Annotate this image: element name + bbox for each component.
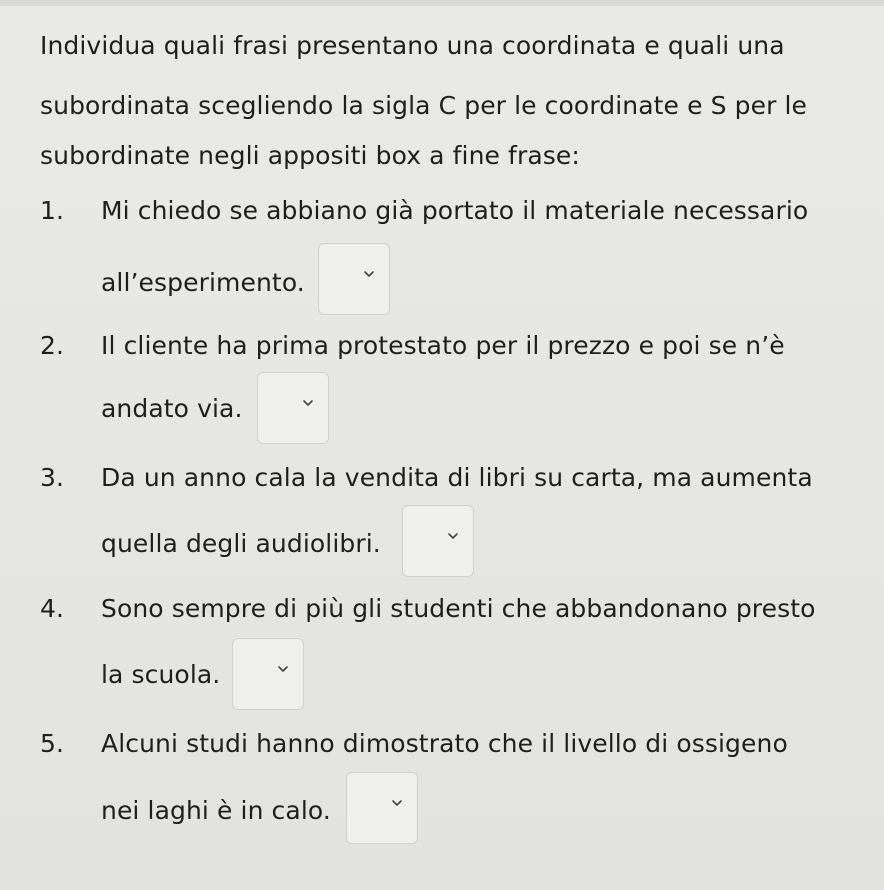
question-3-line-1: Da un anno cala la vendita di libri su carta, ma aumenta — [101, 463, 813, 492]
question-3-line-2: quella degli audiolibri. — [101, 529, 381, 558]
question-number-3: 3. — [40, 463, 65, 492]
question-2-line-2: andato via. — [101, 394, 243, 423]
instruction-line-3: subordinate negli appositi box a fine frase: — [40, 141, 580, 170]
question-4-line-1: Sono sempre di più gli studenti che abbandonano presto — [101, 594, 816, 623]
instruction-line-2: subordinata scegliendo la sigla C per le coordinate e S per le — [40, 91, 808, 120]
question-number-2: 2. — [40, 331, 65, 360]
question-5-line-1: Alcuni studi hanno dimostrato che il livello di ossigeno — [101, 729, 788, 758]
question-1-line-2: all’esperimento. — [101, 268, 305, 297]
answer-dropdown-4[interactable] — [232, 638, 304, 710]
chevron-down-icon — [302, 397, 314, 409]
instruction-line-1: Individua quali frasi presentano una coordinata e quali una — [40, 31, 785, 60]
answer-dropdown-1[interactable] — [318, 243, 390, 315]
question-4-line-2: la scuola. — [101, 660, 221, 689]
answer-dropdown-2[interactable] — [257, 372, 329, 444]
question-number-1: 1. — [40, 196, 65, 225]
answer-dropdown-3[interactable] — [402, 505, 474, 577]
chevron-down-icon — [391, 797, 403, 809]
answer-dropdown-5[interactable] — [346, 772, 418, 844]
chevron-down-icon — [447, 530, 459, 542]
top-edge — [0, 0, 884, 6]
chevron-down-icon — [277, 663, 289, 675]
chevron-down-icon — [363, 268, 375, 280]
question-2-line-1: Il cliente ha prima protestato per il prezzo e poi se n’è — [101, 331, 785, 360]
question-5-line-2: nei laghi è in calo. — [101, 796, 331, 825]
question-number-4: 4. — [40, 594, 65, 623]
question-1-line-1: Mi chiedo se abbiano già portato il materiale necessario — [101, 196, 809, 225]
question-number-5: 5. — [40, 729, 65, 758]
